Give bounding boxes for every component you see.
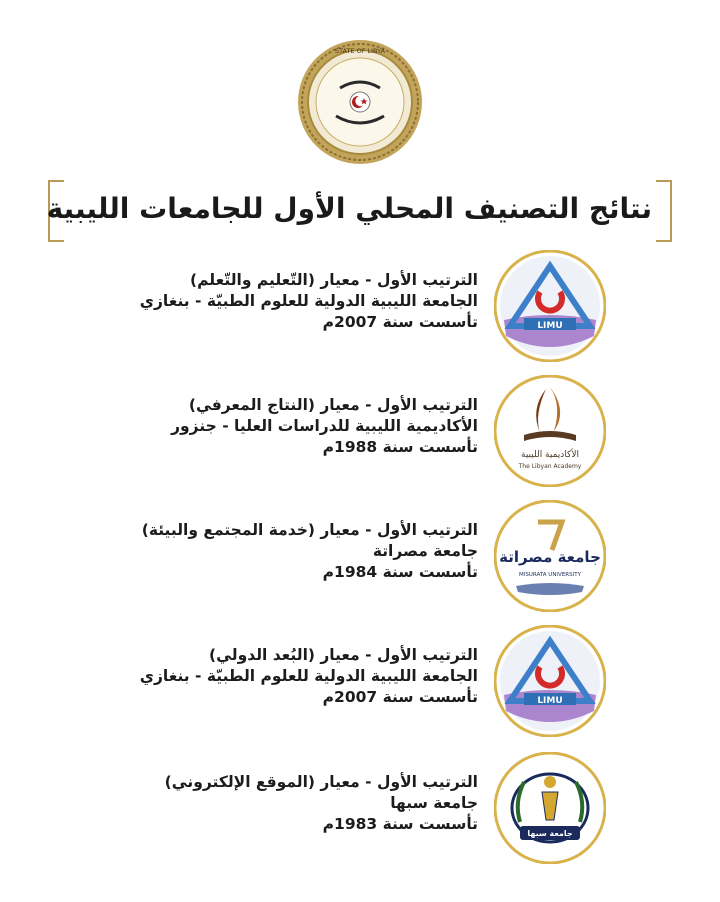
ranking-criterion: الترتيب الأول - معيار (خدمة المجتمع والبيئة) xyxy=(141,521,478,539)
seal-top-text: STATE OF LIBYA xyxy=(334,47,386,55)
ranking-founded: تأسست سنة 1983م xyxy=(322,815,478,833)
ranking-university: جامعة مصراتة xyxy=(372,542,478,560)
ranking-founded: تأسست سنة 1988م xyxy=(322,438,478,456)
ranking-text xyxy=(58,645,478,708)
title-frame xyxy=(48,180,672,240)
ranking-university: جامعة سبها xyxy=(390,794,478,812)
ranking-row xyxy=(0,752,720,864)
ranking-text xyxy=(58,270,478,333)
ranking-criterion: الترتيب الأول - معيار (التّعليم والتّعلم) xyxy=(190,271,478,289)
sebha-logo-text: جامعة سبها xyxy=(527,829,573,838)
state-seal-logo xyxy=(296,38,424,166)
ranking-row xyxy=(0,250,720,362)
ranking-university: الجامعة الليبية الدولية للعلوم الطبيّة - بنغازي xyxy=(139,292,478,310)
ranking-row xyxy=(0,500,720,612)
libyan-academy-logo xyxy=(494,375,606,487)
ranking-text xyxy=(58,772,478,835)
ranking-criterion: الترتيب الأول - معيار (النتاج المعرفي) xyxy=(188,396,478,414)
ranking-row xyxy=(0,375,720,487)
ranking-text xyxy=(58,520,478,583)
libyan-academy-logo-arabic-text: الأكاديمية الليبية xyxy=(521,450,579,460)
ranking-founded: تأسست سنة 2007م xyxy=(322,313,478,331)
misurata-logo-arabic-text: جامعة مصراتة xyxy=(499,548,601,566)
ranking-founded: تأسست سنة 2007م xyxy=(322,688,478,706)
ranking-text xyxy=(58,395,478,458)
libyan-academy-logo-text: The Libyan Academy xyxy=(518,463,582,470)
limu-logo xyxy=(494,250,606,362)
sebha-university-logo xyxy=(494,752,606,864)
ranking-criterion: الترتيب الأول - معيار (الموقع الإلكتروني) xyxy=(164,773,478,791)
limu-logo-text: LIMU xyxy=(537,696,563,706)
misurata-logo-text: MISURATA UNIVERSITY xyxy=(519,572,581,578)
misurata-university-logo xyxy=(494,500,606,612)
page-title: نتائج التصنيف المحلي الأول للجامعات الليبية xyxy=(46,192,652,225)
ranking-row xyxy=(0,625,720,737)
limu-logo xyxy=(494,625,606,737)
title-bracket-right xyxy=(656,180,672,242)
ranking-university: الجامعة الليبية الدولية للعلوم الطبيّة - بنغازي xyxy=(139,667,478,685)
ranking-founded: تأسست سنة 1984م xyxy=(322,563,478,581)
limu-logo-text: LIMU xyxy=(537,321,563,331)
ranking-university: الأكاديمية الليبية للدراسات العليا - جنزور xyxy=(171,417,478,435)
ranking-criterion: الترتيب الأول - معيار (البُعد الدولي) xyxy=(209,646,478,664)
